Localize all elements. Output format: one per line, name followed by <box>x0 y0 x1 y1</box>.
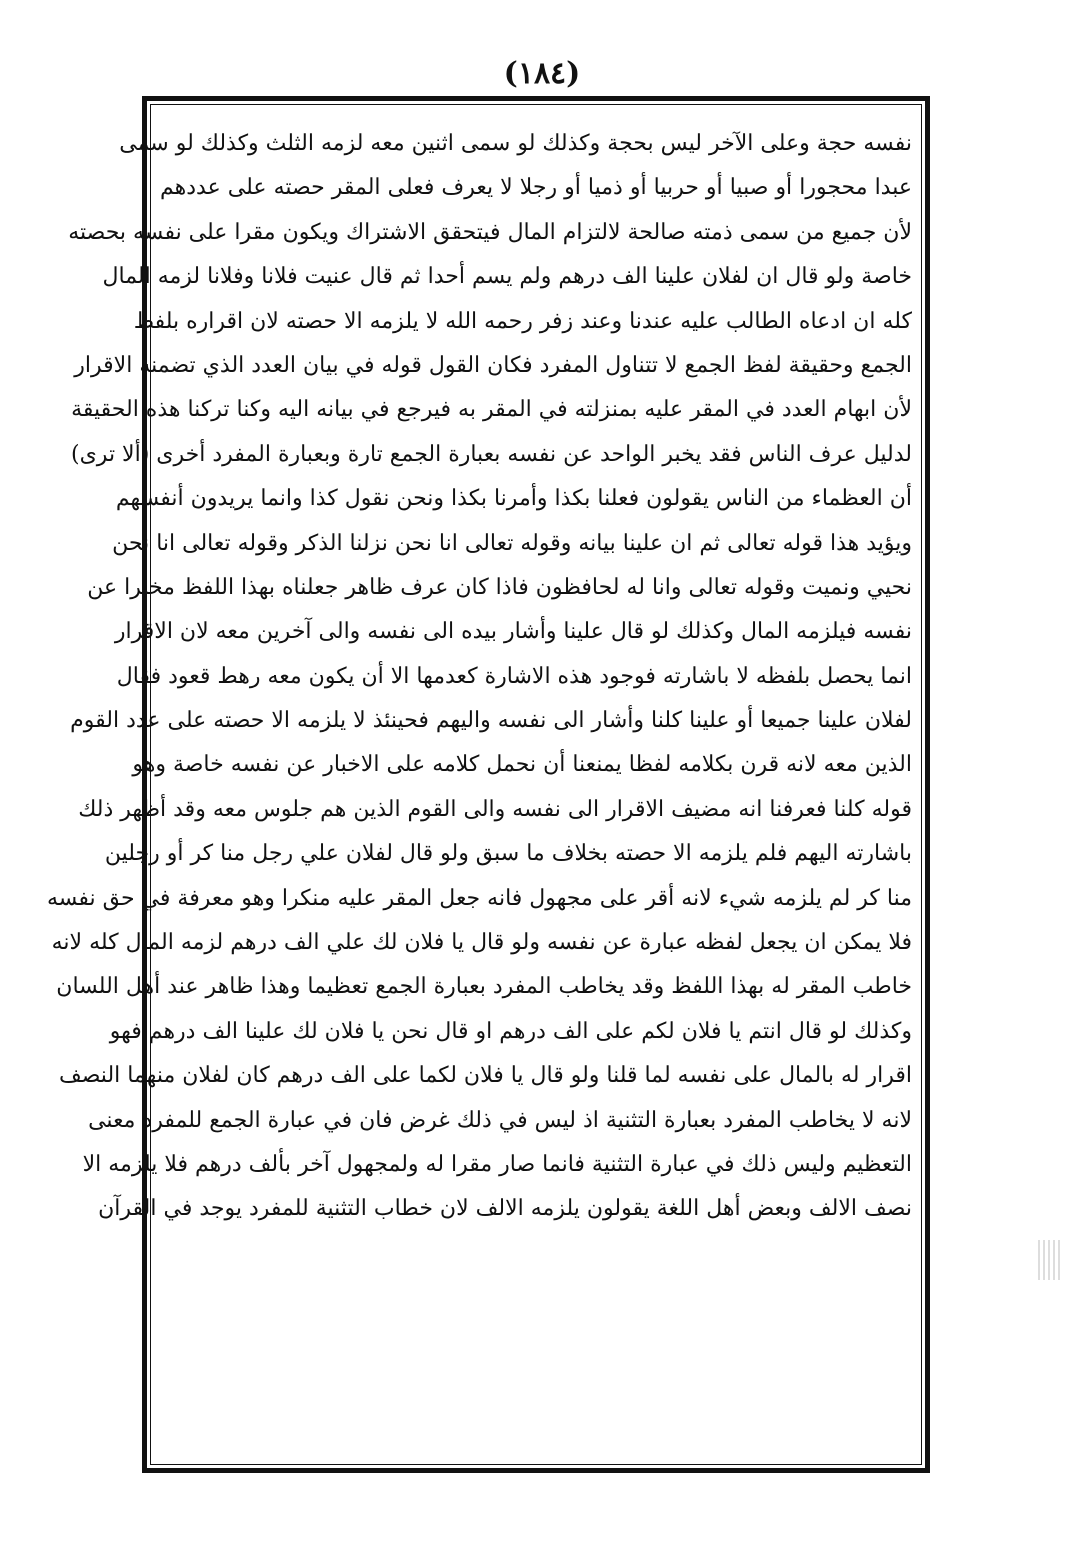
text-line: فلا يمكن ان يجعل لفظه عبارة عن نفسه ولو قال يا فلان لك علي الف درهم لزمه المال كله لانه <box>51 930 912 956</box>
text-line: لانه لا يخاطب المفرد بعبارة التثنية اذ ليس في ذلك غرض فان في عبارة الجمع للمفرد معنى <box>88 1107 912 1133</box>
text-line: نفسه فيلزمه المال وكذلك لو قال علينا وأشار بيده الى نفسه والى آخرين معه لان الاقرار <box>114 619 912 645</box>
text-line: وكذلك لو قال انتم يا فلان لكم على الف درهم او قال نحن يا فلان لك علينا الف درهم فهو <box>109 1018 912 1044</box>
text-line: نصف الالف وبعض أهل اللغة يقولون يلزمه الالف لان خطاب التثنية للمفرد يوجد في القرآن <box>98 1196 912 1222</box>
text-line: لأن ابهام العدد في المقر عليه بمنزلته في المقر به فيرجع في بيانه اليه وكنا تركنا هذه الحقيقة <box>71 397 912 423</box>
text-line: اقرار له بالمال على نفسه لما قلنا ولو قال يا فلان لكما على الف درهم كان لفلان منهما النصف <box>58 1063 912 1089</box>
page-number: (١٨٤) <box>503 56 581 91</box>
text-line: نفسه حجة وعلى الآخر ليس بحجة وكذلك لو سمى اثنين معه لزمه الثلث وكذلك لو سمى <box>119 131 912 156</box>
text-line: الجمع وحقيقة لفظ الجمع لا تتناول المفرد فكان القول قوله في بيان العدد الذي تضمنه الاقرار <box>74 352 912 378</box>
text-line: منا كر لم يلزمه شيء لانه أقر على مجهول فانه جعل المقر عليه منكرا وهو معرفة في حق نفسه <box>46 885 912 911</box>
scan-smudge <box>1038 1240 1062 1280</box>
text-line: التعظيم وليس ذلك في عبارة التثنية فانما صار مقرا له ولمجهول آخر بألف درهم فلا يلزمه الا <box>82 1151 912 1177</box>
text-line: عبدا محجورا أو صبيا أو حربيا أو ذميا أو رجلا لا يعرف فعلى المقر حصته على عددهم <box>160 175 912 201</box>
text-line: لأن جميع من سمى ذمته صالحة لالتزام المال فيتحقق الاشتراك ويكون مقرا على نفسه بحصته <box>68 219 912 245</box>
text-line: أن العظماء من الناس يقولون فعلنا بكذا وأمرنا بكذا ونحن نقول كذا وانما يريدون أنفسهم <box>115 486 912 512</box>
text-line: قوله كلنا فعرفنا انه مضيف الاقرار الى نفسه والى القوم الذين هم جلوس معه وقد أظهر ذلك <box>78 796 912 822</box>
text-line: لدليل عرف الناس فقد يخبر الواحد عن نفسه بعبارة الجمع تارة وبعبارة المفرد أخرى (ألا ترى) <box>71 441 912 467</box>
text-line: باشارته اليهم فلم يلزمه الا حصته بخلاف ما سبق ولو قال لفلان علي رجل منا كر أو رجلين <box>104 841 912 867</box>
text-line: الذين معه لانه قرن بكلامه لفظا يمنعنا أن نحمل كلامه على الاخبار عن نفسه خاصة وهو <box>132 752 912 778</box>
text-line: خاصة ولو قال ان لفلان علينا الف درهم ولم يسم أحدا ثم قال عنيت فلانا وفلانا لزمه المال <box>102 264 912 290</box>
text-line: نحيي ونميت وقوله تعالى وانا له لحافظون فاذا كان عرف ظاهر جعلناه بهذا اللفظ مخبرا عن <box>87 574 912 600</box>
text-line: كله ان ادعاه الطالب عليه عندنا وعند زفر رحمه الله لا يلزمه الا حصته لان اقراره بلفظ <box>133 308 912 334</box>
text-line: خاطب المقر له بهذا اللفظ وقد يخاطب المفرد بعبارة الجمع تعظيما وهذا ظاهر عند أهل اللسان <box>56 974 912 1000</box>
main-text <box>46 122 912 1456</box>
text-line: لفلان علينا جميعا أو علينا كلنا وأشار الى نفسه واليهم فحينئذ لا يلزمه الا حصته على عدد القوم <box>70 708 912 734</box>
text-line: انما يحصل بلفظه لا باشارته فوجود هذه الاشارة كعدمها الا أن يكون معه رهط قعود فقال <box>116 663 912 689</box>
text-line: ويؤيد هذا قوله تعالى ثم ان علينا بيانه وقوله تعالى انا نحن نزلنا الذكر وقوله تعالى انا نحن <box>112 530 912 556</box>
